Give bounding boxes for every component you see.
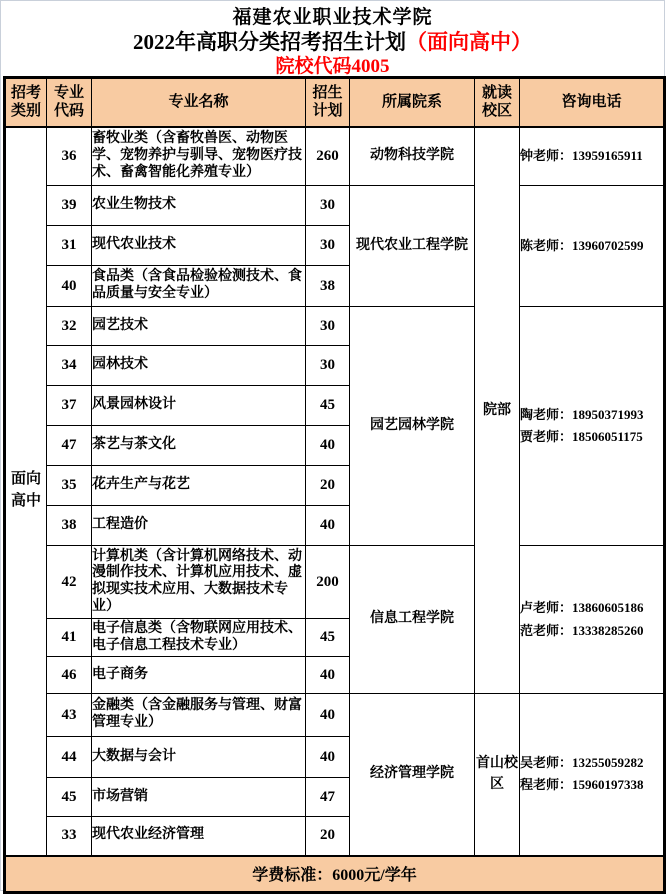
name-cell: 电子信息类（含物联网应用技术、电子信息工程技术专业） — [92, 619, 306, 657]
name-cell: 茶艺与茶文化 — [92, 426, 306, 466]
campus-cell: 首山校区 — [475, 694, 520, 856]
phone-line: 陈老师：13960702599 — [520, 237, 644, 253]
code-cell: 40 — [47, 266, 92, 307]
phone-line: 卢老师：13860605186 — [520, 600, 644, 616]
title-block — [1, 1, 664, 76]
phone-cell — [520, 546, 665, 694]
name-cell: 风景园林设计 — [92, 386, 306, 426]
code-cell: 44 — [47, 737, 92, 778]
plan-cell: 40 — [306, 426, 350, 466]
name-cell: 园林技术 — [92, 346, 306, 386]
plan-cell: 40 — [306, 737, 350, 778]
plan-cell: 45 — [306, 619, 350, 657]
name-cell: 花卉生产与花艺 — [92, 466, 306, 506]
header-row — [5, 78, 665, 127]
col-header-name: 专业名称 — [92, 78, 306, 127]
tuition-cell: 学费标准：6000元/学年 — [5, 856, 665, 893]
code-cell: 34 — [47, 346, 92, 386]
col-header-code: 专业代码 — [47, 78, 92, 127]
plan-cell: 20 — [306, 817, 350, 856]
phone-line: 吴老师：13255059282 — [520, 755, 644, 771]
plan-cell: 20 — [306, 466, 350, 506]
phone-line: 陶老师：18950371993 — [520, 406, 644, 422]
code-cell: 31 — [47, 226, 92, 266]
table-row — [5, 694, 665, 737]
code-cell: 38 — [47, 506, 92, 546]
code-cell: 46 — [47, 657, 92, 694]
table-row — [5, 307, 665, 346]
plan-cell: 38 — [306, 266, 350, 307]
plan-cell: 30 — [306, 186, 350, 226]
plan-title-main: 2022年高职分类招考招生计划 — [133, 30, 406, 54]
phone-line: 程老师：15960197338 — [520, 777, 644, 793]
code-cell: 39 — [47, 186, 92, 226]
department-cell: 动物科技学院 — [350, 127, 475, 186]
campus-cell: 院部 — [475, 127, 520, 694]
col-header-phone: 咨询电话 — [520, 78, 665, 127]
table-row — [5, 546, 665, 619]
phone-cell — [520, 127, 665, 186]
name-cell: 园艺技术 — [92, 307, 306, 346]
name-cell: 电子商务 — [92, 657, 306, 694]
name-cell: 畜牧业类（含畜牧兽医、动物医学、宠物养护与驯导、宠物医疗技术、畜禽智能化养殖专业） — [92, 127, 306, 186]
name-cell: 农业生物技术 — [92, 186, 306, 226]
table-row — [5, 186, 665, 226]
plan-cell: 30 — [306, 226, 350, 266]
name-cell: 市场营销 — [92, 778, 306, 817]
name-cell: 食品类（含食品检验检测技术、食品质量与安全专业） — [92, 266, 306, 307]
code-cell: 45 — [47, 778, 92, 817]
plan-cell: 30 — [306, 346, 350, 386]
plan-cell: 45 — [306, 386, 350, 426]
phone-line: 范老师：13338285260 — [520, 622, 644, 638]
footer-row — [5, 856, 665, 893]
code-cell: 32 — [47, 307, 92, 346]
category-cell: 面向高中 — [5, 127, 47, 856]
plan-cell: 47 — [306, 778, 350, 817]
name-cell: 现代农业技术 — [92, 226, 306, 266]
plan-title — [1, 30, 664, 55]
name-cell: 大数据与会计 — [92, 737, 306, 778]
code-cell: 42 — [47, 546, 92, 619]
department-cell: 信息工程学院 — [350, 546, 475, 694]
plan-cell: 40 — [306, 694, 350, 737]
plan-cell: 40 — [306, 657, 350, 694]
code-cell: 37 — [47, 386, 92, 426]
code-cell: 43 — [47, 694, 92, 737]
phone-line: 钟老师：13959165911 — [520, 148, 643, 164]
plan-cell: 40 — [306, 506, 350, 546]
name-cell: 工程造价 — [92, 506, 306, 546]
code-cell: 35 — [47, 466, 92, 506]
name-cell: 计算机类（含计算机网络技术、动漫制作技术、计算机应用技术、虚拟现实技术应用、大数据技术专业） — [92, 546, 306, 619]
col-header-campus: 就读校区 — [475, 78, 520, 127]
phone-cell — [520, 694, 665, 856]
phone-cell — [520, 186, 665, 307]
plan-cell: 200 — [306, 546, 350, 619]
school-code: 院校代码4005 — [275, 56, 390, 77]
plan-cell: 30 — [306, 307, 350, 346]
department-cell: 现代农业工程学院 — [350, 186, 475, 307]
code-cell: 36 — [47, 127, 92, 186]
school-name: 福建农业职业技术学院 — [232, 7, 433, 28]
col-header-category: 招考类别 — [5, 78, 47, 127]
department-cell: 园艺园林学院 — [350, 307, 475, 546]
plan-title-highlight: （面向高中） — [406, 30, 532, 54]
code-cell: 33 — [47, 817, 92, 856]
col-header-department: 所属院系 — [350, 78, 475, 127]
phone-line: 贾老师：18506051175 — [520, 429, 643, 444]
table-row — [5, 127, 665, 186]
plan-cell: 260 — [306, 127, 350, 186]
col-header-plan: 招生计划 — [306, 78, 350, 127]
department-cell: 经济管理学院 — [350, 694, 475, 856]
phone-cell — [520, 307, 665, 546]
name-cell: 现代农业经济管理 — [92, 817, 306, 856]
enrollment-table — [3, 76, 666, 894]
code-cell: 41 — [47, 619, 92, 657]
name-cell: 金融类（含金融服务与管理、财富管理专业） — [92, 694, 306, 737]
code-cell: 47 — [47, 426, 92, 466]
